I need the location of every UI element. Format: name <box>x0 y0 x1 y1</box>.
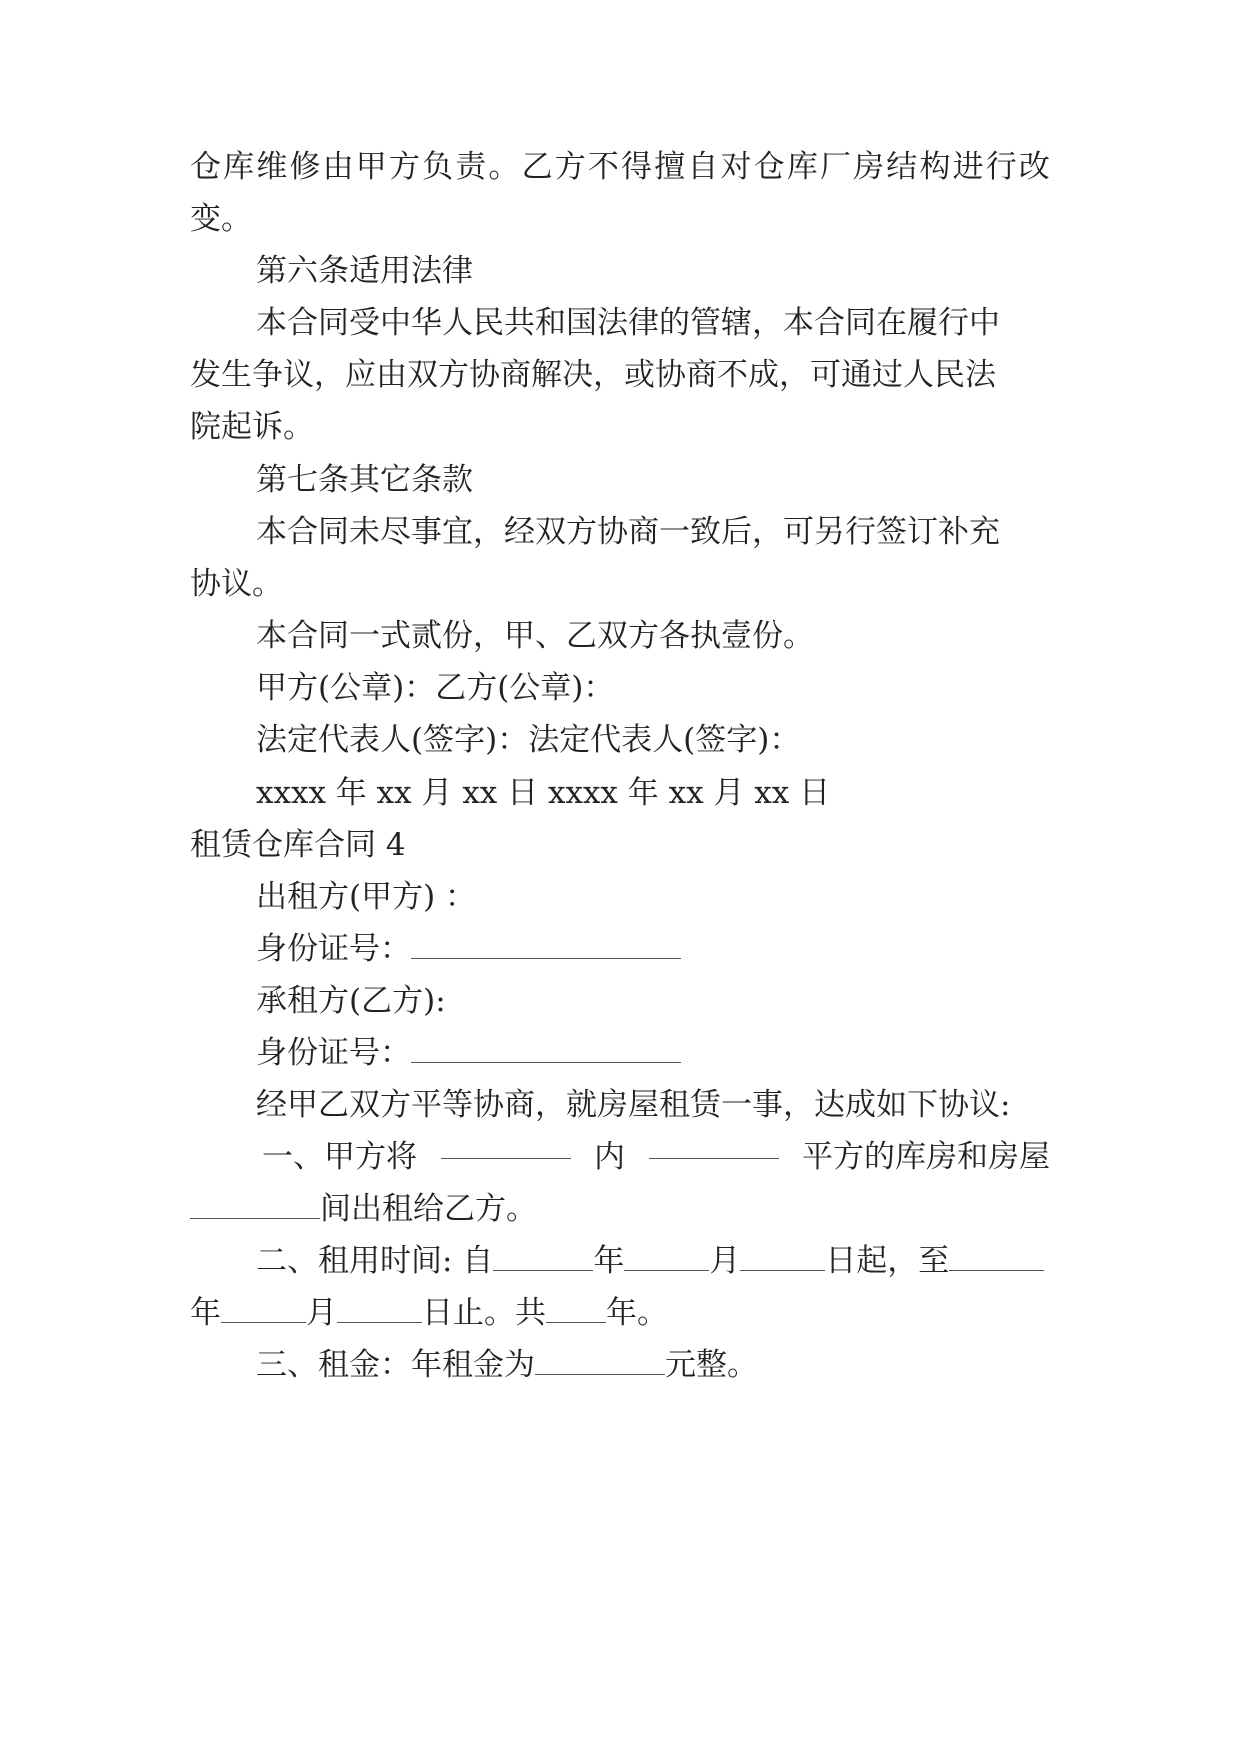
glyph: 构 <box>919 149 951 185</box>
paragraph-line <box>190 398 1050 456</box>
paragraph-line <box>256 503 1050 561</box>
clause-3-line <box>256 1336 1050 1394</box>
blank <box>221 1292 306 1323</box>
glyph: 库 <box>223 149 255 185</box>
text: 间出租给乙方。 <box>320 1191 537 1227</box>
glyph: 自 <box>687 149 719 185</box>
lessor-id-line <box>256 920 1050 978</box>
id-blank <box>411 1032 681 1063</box>
article-7-heading <box>256 451 1050 509</box>
text: 元整。 <box>665 1347 758 1383</box>
paragraph-line <box>190 138 1050 196</box>
text: 三、租金：年租金为 <box>256 1347 535 1383</box>
blank <box>649 1128 779 1159</box>
glyph: 负 <box>422 149 454 185</box>
glyph: 厂 <box>819 149 851 185</box>
glyph: 。 <box>488 149 520 185</box>
text: 年 <box>593 1243 625 1279</box>
id-blank <box>411 928 681 959</box>
heading-text: 第七条其它条款 <box>256 462 473 498</box>
text: 年。 <box>606 1295 668 1331</box>
representative-line <box>256 711 1050 769</box>
glyph: 仓 <box>190 149 221 185</box>
blank <box>441 1128 571 1159</box>
text: 承租方(乙方): <box>256 983 446 1019</box>
text: 平方的库房和房屋 <box>802 1139 1050 1175</box>
blank <box>535 1344 665 1375</box>
glyph: 方 <box>554 149 586 185</box>
text: 年 <box>190 1295 221 1331</box>
date-line <box>256 764 1050 822</box>
text: 月 <box>709 1243 741 1279</box>
text: 内 <box>594 1139 625 1175</box>
glyph: 得 <box>621 149 653 185</box>
blank <box>546 1292 606 1323</box>
copies-clause <box>256 607 1050 665</box>
glyph: 甲 <box>355 149 387 185</box>
article-6-heading <box>256 242 1050 300</box>
blank <box>949 1240 1044 1271</box>
id-label: 身份证号： <box>256 931 411 967</box>
glyph: 由 <box>322 149 354 185</box>
text: 变。 <box>190 201 252 237</box>
glyph: 房 <box>853 149 885 185</box>
text: 协议。 <box>190 566 283 602</box>
blank <box>493 1240 593 1271</box>
text: 二、租用时间: 自 <box>256 1243 494 1279</box>
lessor-line <box>256 868 1050 926</box>
text: 出租方(甲方) ： <box>256 879 477 915</box>
glyph: 擅 <box>654 149 686 185</box>
glyph: 修 <box>289 149 321 185</box>
heading-text: 第六条适用法律 <box>256 253 473 289</box>
glyph: 改 <box>1018 149 1050 185</box>
paragraph-line <box>256 294 1050 352</box>
glyph: 对 <box>720 149 752 185</box>
text: 发生争议，应由双方协商解决，或协商不成，可通过人民法 <box>190 357 996 393</box>
contract-4-title <box>190 816 1050 874</box>
title-text: 租赁仓库合同 4 <box>190 827 406 863</box>
id-label: 身份证号： <box>256 1035 411 1071</box>
clause-1-line <box>262 1128 1050 1186</box>
glyph: 进 <box>952 149 984 185</box>
glyph: 责 <box>455 149 487 185</box>
glyph: 结 <box>886 149 918 185</box>
text: 一、甲方将 <box>262 1139 417 1175</box>
text: 月 <box>306 1295 337 1331</box>
agreement-intro <box>256 1076 1050 1134</box>
text: 本合同一式贰份，甲、乙双方各执壹份。 <box>256 618 814 654</box>
paragraph-line <box>190 190 1050 248</box>
glyph: 仓 <box>753 149 785 185</box>
blank <box>624 1240 709 1271</box>
glyph: 乙 <box>521 149 553 185</box>
glyph: 库 <box>786 149 818 185</box>
glyph: 维 <box>256 149 288 185</box>
glyph: 不 <box>587 149 619 185</box>
text: xxxx 年 xx 月 xx 日 xxxx 年 xx 月 xx 日 <box>256 775 831 811</box>
lessee-id-line <box>256 1024 1050 1082</box>
paragraph-line <box>190 555 1050 613</box>
blank <box>337 1292 422 1323</box>
blank <box>190 1188 320 1219</box>
glyph: 方 <box>388 149 420 185</box>
clause-1-line-2 <box>190 1180 1050 1238</box>
text: 本合同未尽事宜，经双方协商一致后，可另行签订补充 <box>256 514 1000 550</box>
text: 本合同受中华人民共和国法律的管辖，本合同在履行中 <box>256 305 1000 341</box>
text: 经甲乙双方平等协商，就房屋租赁一事，达成如下协议: <box>256 1087 1011 1123</box>
clause-2-line-2 <box>190 1284 1050 1342</box>
clause-2-line <box>256 1232 1050 1290</box>
text: 院起诉。 <box>190 409 314 445</box>
lessee-line <box>256 972 1050 1030</box>
text: 法定代表人(签字)：法定代表人(签字)： <box>256 722 801 758</box>
seal-line <box>256 659 1050 717</box>
paragraph-line <box>190 346 1050 404</box>
blank <box>740 1240 825 1271</box>
text: 日止。共 <box>422 1295 546 1331</box>
text: 甲方(公章)：乙方(公章)： <box>256 670 615 706</box>
text: 日起，至 <box>825 1243 950 1279</box>
glyph: 行 <box>985 149 1017 185</box>
